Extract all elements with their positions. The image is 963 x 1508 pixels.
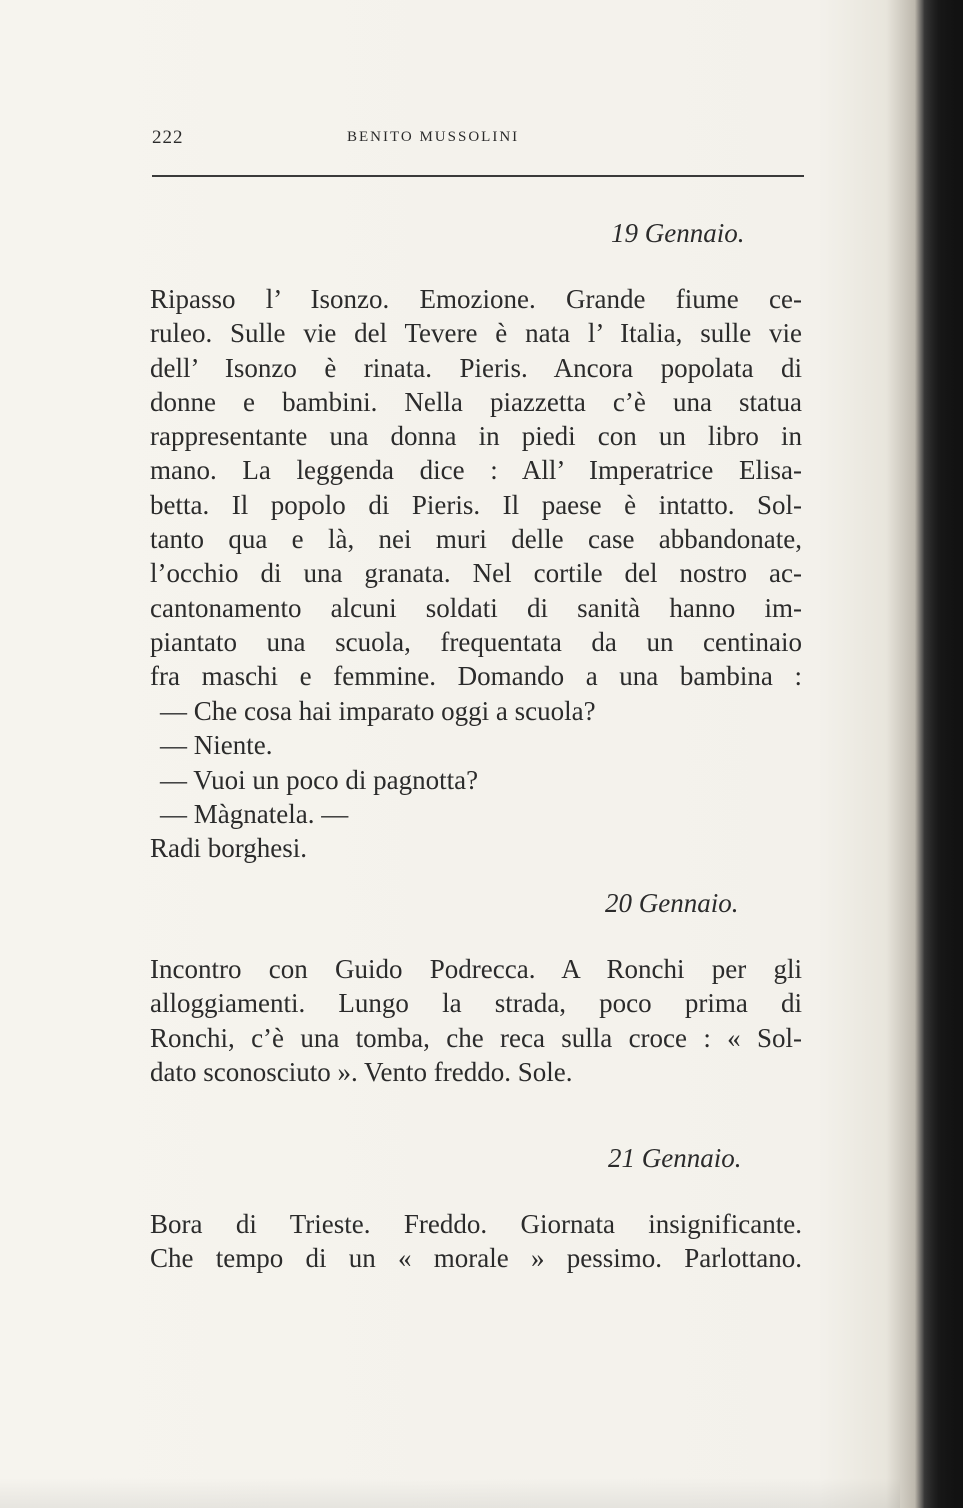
text-line: betta. Il popolo di Pieris. Il paese è intatto. Sol- bbox=[150, 489, 802, 520]
text-line: rappresentante una donna in piedi con un libro in bbox=[150, 421, 802, 452]
text-line: ruleo. Sulle vie del Tevere è nata l’ Italia, sulle vie bbox=[150, 318, 802, 349]
entry-date-21-gennaio: 21 Gennaio. bbox=[608, 1143, 742, 1173]
text-line: mano. La leggenda dice : All’ Imperatrice Elisa- bbox=[150, 455, 802, 486]
entry-21-gennaio-text bbox=[150, 1207, 802, 1276]
entry-date-20-gennaio: 20 Gennaio. bbox=[605, 888, 739, 918]
text-line: Bora di Trieste. Freddo. Giornata insignificante. bbox=[150, 1209, 802, 1239]
dialogue-line: — Che cosa hai imparato oggi a scuola? bbox=[160, 696, 596, 726]
text-line: dell’ Isonzo è rinata. Pieris. Ancora popolata di bbox=[150, 352, 802, 383]
entry-19-gennaio-text bbox=[150, 282, 802, 694]
text-line: cantonamento alcuni soldati di sanità hanno im- bbox=[150, 592, 802, 623]
text-line: fra maschi e femmine. Domando a una bambina : bbox=[150, 661, 802, 692]
text-line: Incontro con Guido Podrecca. A Ronchi per gli bbox=[150, 954, 802, 984]
text-line: donne e bambini. Nella piazzetta c’è una statua bbox=[150, 386, 802, 417]
header-rule bbox=[152, 175, 804, 177]
entry-19-gennaio-dialogue bbox=[150, 694, 802, 865]
text-line: tanto qua e là, nei muri delle case abbandonate, bbox=[150, 524, 802, 555]
text-line: Che tempo di un « morale » pessimo. Parlottano. bbox=[150, 1243, 802, 1274]
dialogue-line: Radi borghesi. bbox=[150, 833, 307, 864]
page-header bbox=[152, 127, 802, 157]
running-head: BENITO MUSSOLINI bbox=[347, 129, 520, 145]
page-bottom-shading bbox=[0, 1478, 900, 1508]
text-line: Ronchi, c’è una tomba, che reca sulla croce : « Sol- bbox=[150, 1022, 802, 1053]
dialogue-line: — Màgnatela. — bbox=[160, 798, 349, 829]
text-line: alloggiamenti. Lungo la strada, poco prima di bbox=[150, 988, 802, 1019]
text-line: Ripasso l’ Isonzo. Emozione. Grande fiume ce- bbox=[150, 284, 802, 314]
page-number: 222 bbox=[152, 127, 184, 148]
dialogue-line: — Vuoi un poco di pagnotta? bbox=[160, 764, 479, 795]
text-line: dato sconosciuto ». Vento freddo. Sole. bbox=[150, 1056, 573, 1087]
entry-date-19-gennaio: 19 Gennaio. bbox=[611, 218, 745, 248]
entry-20-gennaio-text bbox=[150, 952, 802, 1089]
book-spine-shadow bbox=[923, 0, 963, 1508]
dialogue-line: — Niente. bbox=[160, 730, 273, 761]
text-line: piantato una scuola, frequentata da un centinaio bbox=[150, 626, 802, 657]
text-line: l’occhio di una granata. Nel cortile del nostro ac- bbox=[150, 558, 802, 589]
